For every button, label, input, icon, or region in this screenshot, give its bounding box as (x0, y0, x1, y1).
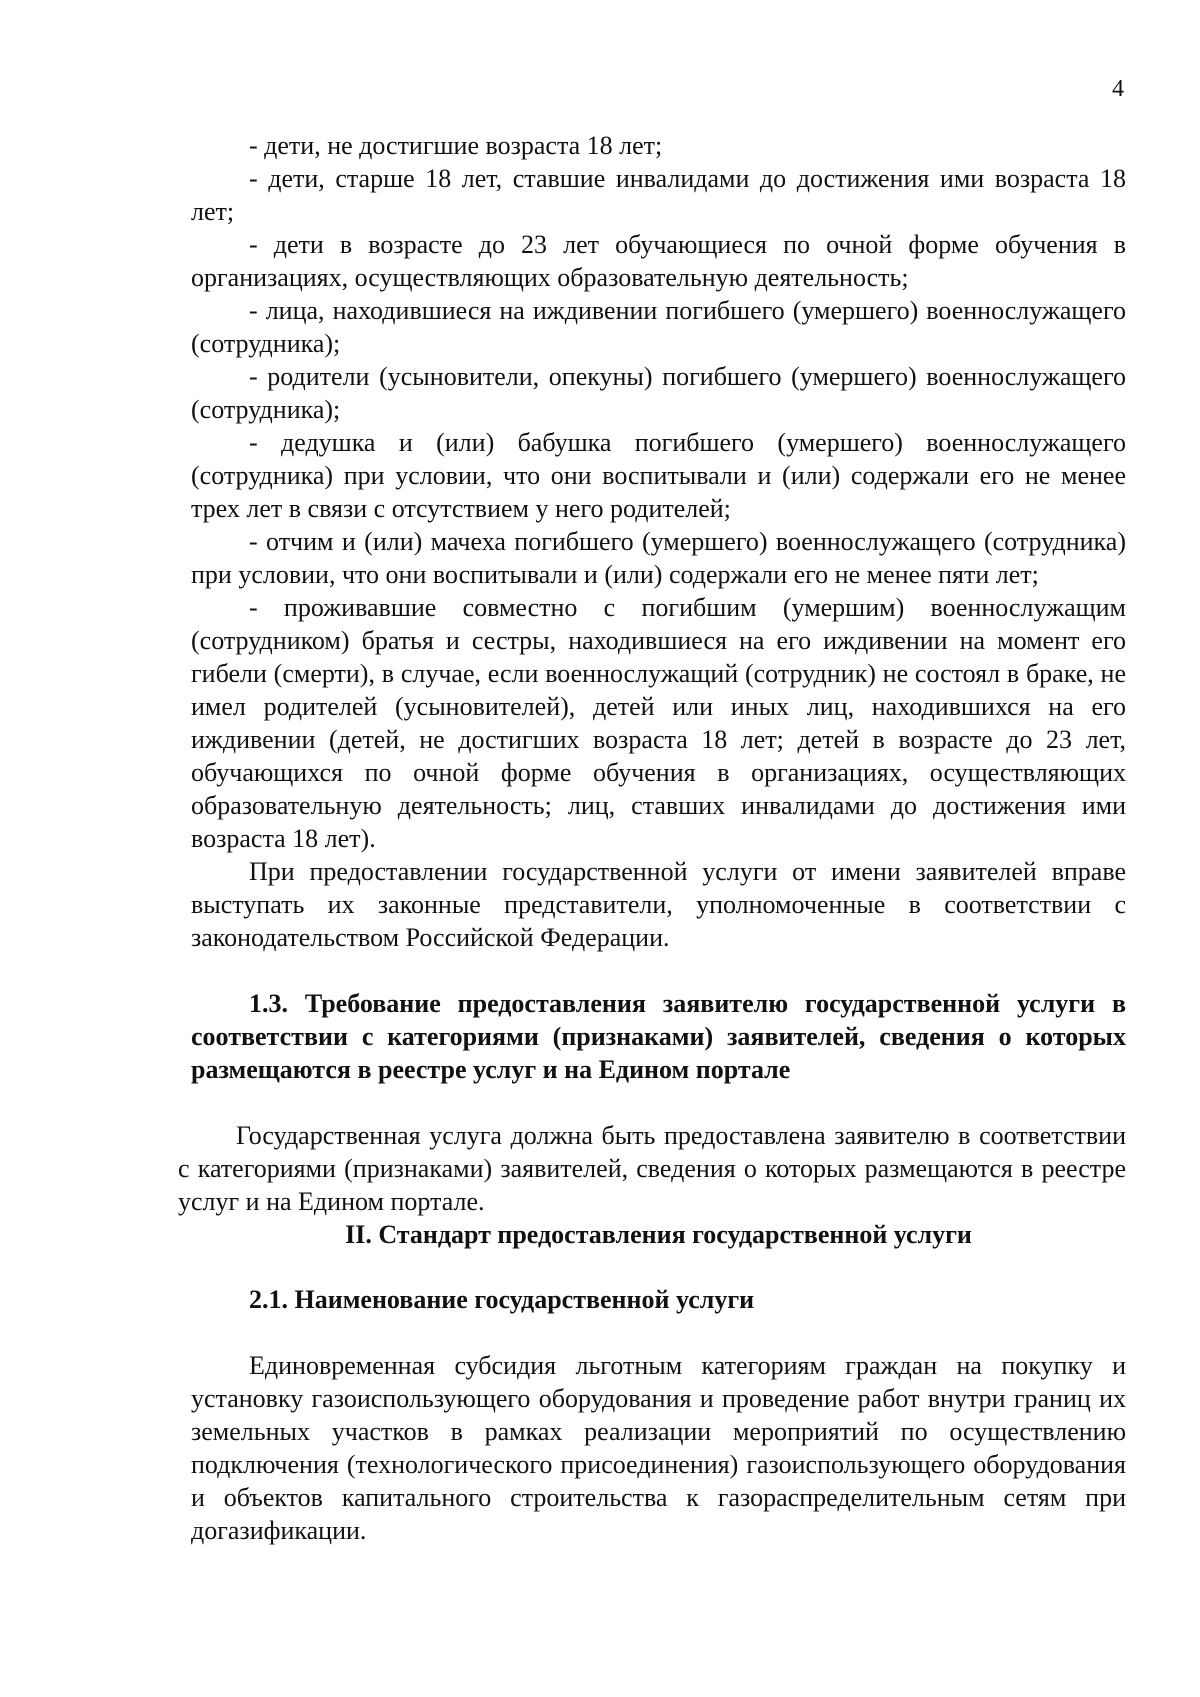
list-item: - дети в возрасте до 23 лет обучающиеся по очной форме обучения в организациях, осуществляющих образовательную деятельность; (191, 230, 1126, 292)
representatives-paragraph: При предоставлении государственной услуги от имени заявителей вправе выступать их законные представители, уполномоченные в соответствии с законодательством Российской Федерации. (191, 857, 1126, 952)
section-2-heading: II. Стандарт предоставления государственной услуги (345, 1220, 972, 1249)
document-body (178, 129, 1126, 1547)
section-2-1-heading: 2.1. Наименование государственной услуги (249, 1285, 755, 1314)
list-item: - дети, старше 18 лет, ставшие инвалидами до достижения ими возраста 18 лет; (191, 164, 1126, 226)
list-item: - проживавшие совместно с погибшим (умершим) военнослужащим (сотрудником) братья и сестры, находившиеся на его иждивении на момент его гибели (смерти), в случае, если военнослужащий (сотрудник) не состоял в браке, не имел родителей (усыновителей), детей или иных лиц, находившихся на его иждивении (детей, не достигших возраста 18 лет; детей в возрасте до 23 лет, обучающихся по очной форме обучения в организациях, осуществляющих образовательную деятельность; лиц, ставших инвалидами до достижения ими возраста 18 лет). (191, 593, 1126, 853)
list-item: - дети, не достигшие возраста 18 лет; (249, 131, 663, 160)
section-1-3-heading: 1.3. Требование предоставления заявителю государственной услуги в соответствии с категориями (признаками) заявителей, сведения о которых размещаются в реестре услуг и на Едином портале (191, 989, 1126, 1084)
list-item: - родители (усыновители, опекуны) погибшего (умершего) военнослужащего (сотрудника); (191, 362, 1126, 424)
page-number: 4 (1112, 76, 1124, 102)
section-1-3-text: Государственная услуга должна быть предоставлена заявителю в соответствии с категориями (признаками) заявителей, сведения о которых размещаются в реестре услуг и на Едином портале. (178, 1121, 1126, 1216)
section-2-1-text: Единовременная субсидия льготным категориям граждан на покупку и установку газоиспользующего оборудования и проведение работ внутри границ их земельных участков в рамках реализации мероприятий по осуществлению подключения (технологического присоединения) газоиспользующего оборудования и объектов капитального строительства к газораспределительным сетям при догазификации. (191, 1351, 1126, 1545)
list-item: - дедушка и (или) бабушка погибшего (умершего) военнослужащего (сотрудника) при условии, что они воспитывали и (или) содержали его не менее трех лет в связи с отсутствием у него родителей; (191, 428, 1126, 523)
list-item: - лица, находившиеся на иждивении погибшего (умершего) военнослужащего (сотрудника); (191, 296, 1126, 358)
list-item: - отчим и (или) мачеха погибшего (умершего) военнослужащего (сотрудника) при условии, что они воспитывали и (или) содержали его не менее пяти лет; (191, 527, 1126, 589)
